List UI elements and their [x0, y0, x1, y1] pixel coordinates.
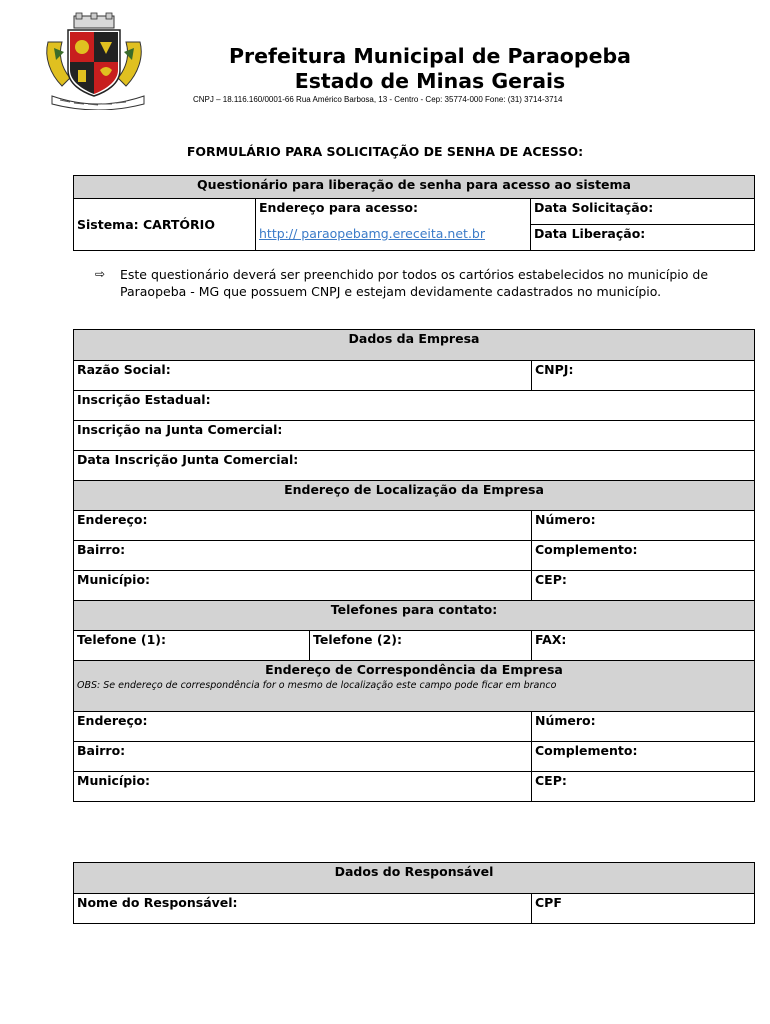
page-subtitle: Estado de Minas Gerais [294, 69, 566, 93]
instruction-text: Este questionário deverá ser preenchido por todos os cartórios estabelecidos no município de Paraopeba - MG que possuem CNPJ e estejam devidamente cadastrados no município. [120, 267, 709, 299]
municipal-coat-of-arms-icon [44, 12, 152, 110]
responsavel-table [73, 862, 755, 924]
access-url-link[interactable]: http:// paraopebamg.ereceita.net.br [259, 225, 485, 241]
corr-municipio-field[interactable]: Município: [74, 772, 532, 802]
section-header-localizacao: Endereço de Localização da Empresa [74, 481, 755, 511]
correspondencia-title: Endereço de Correspondência da Empresa [265, 662, 563, 677]
telefone2-field[interactable]: Telefone (2): [310, 631, 532, 661]
arrow-right-icon: ⇨ [95, 267, 106, 281]
fax-field[interactable]: FAX: [532, 631, 755, 661]
data-solicitacao-field[interactable]: Data Solicitação: [531, 199, 755, 225]
nome-responsavel-field[interactable]: Nome do Responsável: [74, 894, 532, 924]
cnpj-field[interactable]: CNPJ: [532, 361, 755, 391]
numero-field[interactable]: Número: [532, 511, 755, 541]
questionnaire-header: Questionário para liberação de senha para acesso ao sistema [74, 176, 755, 199]
corr-cep-field[interactable]: CEP: [532, 772, 755, 802]
data-inscricao-junta-field[interactable]: Data Inscrição Junta Comercial: [74, 451, 755, 481]
company-form-table [73, 329, 755, 802]
endereco-acesso-label: Endereço para acesso: [256, 199, 531, 225]
telefone1-field[interactable]: Telefone (1): [74, 631, 310, 661]
bairro-field[interactable]: Bairro: [74, 541, 532, 571]
section-header-correspondencia [74, 661, 755, 712]
cep-field[interactable]: CEP: [532, 571, 755, 601]
section-header-telefones: Telefones para contato: [74, 601, 755, 631]
endereco-field[interactable]: Endereço: [74, 511, 532, 541]
correspondencia-obs: OBS: Se endereço de correspondência for o mesmo de localização este campo pode ficar em branco [77, 680, 557, 691]
municipio-field[interactable]: Município: [74, 571, 532, 601]
complemento-field[interactable]: Complemento: [532, 541, 755, 571]
cpf-field[interactable]: CPF [532, 894, 755, 924]
sistema-label: Sistema: CARTÓRIO [74, 199, 256, 251]
page-title: Prefeitura Municipal de Paraopeba [229, 44, 631, 68]
inscricao-junta-field[interactable]: Inscrição na Junta Comercial: [74, 421, 755, 451]
questionnaire-table [73, 175, 755, 251]
data-liberacao-field[interactable]: Data Liberação: [531, 225, 755, 251]
form-title: FORMULÁRIO PARA SOLICITAÇÃO DE SENHA DE ACESSO: [186, 144, 584, 159]
contact-line: CNPJ – 18.116.160/0001-66 Rua Américo Barbosa, 13 - Centro - Cep: 35774-000 Fone: (31) 3714-3714 [193, 95, 563, 104]
corr-endereco-field[interactable]: Endereço: [74, 712, 532, 742]
corr-bairro-field[interactable]: Bairro: [74, 742, 532, 772]
section-header-empresa: Dados da Empresa [74, 330, 755, 361]
corr-numero-field[interactable]: Número: [532, 712, 755, 742]
section-header-responsavel: Dados do Responsável [74, 863, 755, 894]
inscricao-estadual-field[interactable]: Inscrição Estadual: [74, 391, 755, 421]
razao-social-field[interactable]: Razão Social: [74, 361, 532, 391]
corr-complemento-field[interactable]: Complemento: [532, 742, 755, 772]
